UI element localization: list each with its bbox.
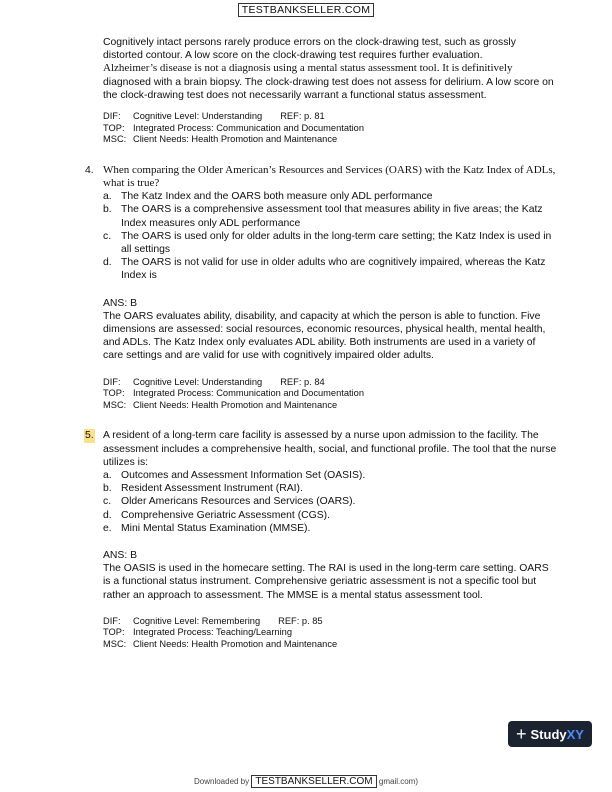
question-5-number: 5. <box>85 430 94 442</box>
rationale-prev-3: diagnosed with a brain biopsy. The clock-drawing test does not assess for delirium. A low score on the clock-drawing test does not necessarily warrant a functional status assessment. <box>103 76 554 101</box>
question-5 <box>85 429 558 650</box>
question-4-rationale: The OARS evaluates ability, disability, and capacity at which the person is able to function. Five dimensions are assessed: social resources, economic resources, physical health, mental health, and ADLs. The Katz Index only evaluates ADL ability. Both instruments are used in a variety of care settings and are valid for use with cognitively impaired older adults. <box>103 310 546 362</box>
question-4-answer: ANS: B <box>103 297 138 309</box>
rationale-prev-1: Cognitively intact persons rarely produce errors on the clock-drawing test, such as grossly distorted contour. A low score on the clock-drawing test requires further evaluation. <box>103 37 516 62</box>
question-5-answer: ANS: B <box>103 550 138 562</box>
question-5-option-e: e. Mini Mental Status Examination (MMSE). <box>103 522 311 534</box>
question-5-rationale: The OASIS is used in the homecare setting. The RAI is used in the long-term care setting. OARS is a functional status instrument. Comprehensive geriatric assessment is not a specific tool but rather an approach to assessment. The MMSE is a mental status assessment tool. <box>103 563 549 601</box>
header-watermark: TESTBANKSELLER.COM <box>238 3 375 17</box>
badge-xy-text: XY <box>566 726 584 742</box>
question-4-meta: DIF: Cognitive Level: Understanding REF: p. 84 TOP: Integrated Process: Communication and Documentation MSC: Client Needs: Health Promotion and Maintenance <box>103 376 364 410</box>
question-4-option-b: b. The OARS is a comprehensive assessment tool that measures ability in five areas; the Katz Index measures only ADL performance <box>103 204 543 229</box>
meta-prev: DIF: Cognitive Level: Understanding REF: p. 81 TOP: Integrated Process: Communication and Documentation MSC: Client Needs: Health Promotion and Maintenance <box>103 111 364 145</box>
question-4-number: 4. <box>85 164 94 176</box>
question-5-meta: DIF: Cognitive Level: Remembering REF: p. 85 TOP: Integrated Process: Teaching/Learning MSC: Client Needs: Health Promotion and Maintenance <box>103 615 338 650</box>
badge-study-text: Study <box>530 726 567 742</box>
document-body <box>85 36 558 651</box>
question-4-option-d: d. The OARS is not valid for use in older adults who are cognitively impaired, whereas the Katz Index is <box>103 257 546 282</box>
question-5-option-b: b. Resident Assessment Instrument (RAI). <box>103 483 303 495</box>
rationale-prev-2: Alzheimer’s disease is not a diagnosis using a mental status assessment tool. It is definitively <box>103 62 513 75</box>
page-header <box>0 4 612 16</box>
footer-watermark: TESTBANKSELLER.COM <box>251 775 376 788</box>
question-5-stem: A resident of a long-term care facility is assessed by a nurse upon admission to the facility. The assessment includes a comprehensive health, social, and functional profile. The tool that the nurse utilizes is: <box>103 430 557 468</box>
footer-email: gmail.com) <box>378 777 418 786</box>
question-4-stem: When comparing the Older American’s Resources and Services (OARS) with the Katz Index of ADLs, what is true? <box>103 163 556 189</box>
studyxy-badge[interactable] <box>508 721 592 747</box>
question-5-option-d: d. Comprehensive Geriatric Assessment (CGS). <box>103 509 331 521</box>
question-4 <box>85 163 558 412</box>
page-footer <box>0 776 612 787</box>
question-4-option-a: a. The Katz Index and the OARS both measure only ADL performance <box>103 191 433 203</box>
question-5-option-a: a. Outcomes and Assessment Information Set (OASIS). <box>103 470 366 482</box>
question-4-option-c: c. The OARS is used only for older adults in the long-term care setting; the Katz Index is used in all settings <box>103 230 552 256</box>
question-5-option-c: c. Older Americans Resources and Services (OARS). <box>103 496 356 508</box>
plus-icon: + <box>516 724 527 744</box>
footer-downloaded: Downloaded by <box>193 777 250 786</box>
